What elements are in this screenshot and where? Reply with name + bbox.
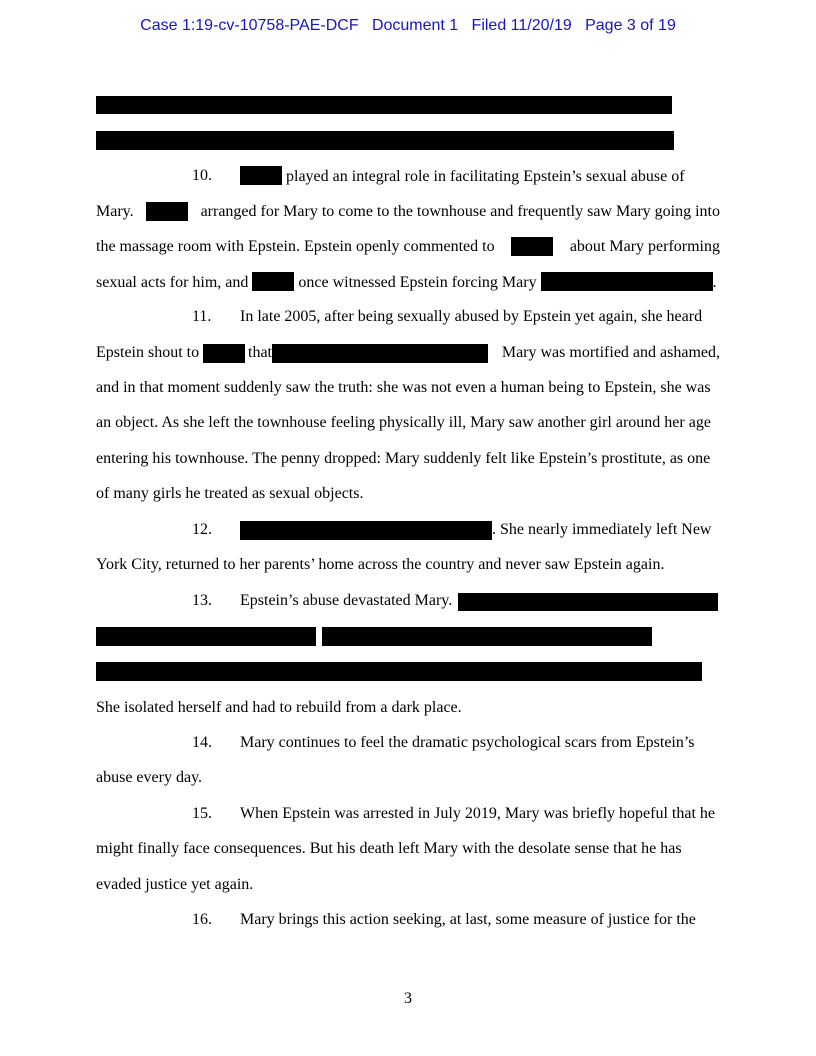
redaction-bar [511, 237, 553, 256]
paragraph-text: once witnessed Epstein forcing Mary [298, 274, 537, 291]
paragraph-number: 16. [192, 911, 212, 928]
redaction-bar [240, 166, 282, 185]
paragraph-text: arranged for Mary to come to the townhouse and frequently saw Mary going into [200, 203, 720, 220]
paragraph-text: sexual acts for him, and [96, 274, 249, 291]
paragraph-text: about Mary performing [569, 238, 720, 255]
paragraph-text: an object. As she left the townhouse feeling physically ill, Mary saw another girl around her age [96, 414, 711, 431]
paragraph-text: She isolated herself and had to rebuild from a dark place. [96, 699, 462, 716]
filed-date: Filed 11/20/19 [471, 17, 572, 34]
case-header [0, 17, 816, 35]
redaction-bar [541, 272, 713, 291]
paragraph-text: abuse every day. [96, 769, 203, 786]
paragraph-text: Mary. [96, 203, 134, 220]
paragraph-text: . [712, 274, 717, 291]
paragraph-number: 14. [192, 734, 212, 751]
case-number: Case 1:19-cv-10758-PAE-DCF [140, 17, 359, 34]
paragraph-text: Epstein shout to [96, 344, 200, 361]
paragraph-text: Mary continues to feel the dramatic psychological scars from Epstein’s [240, 734, 695, 751]
redaction-bar [146, 202, 188, 221]
paragraph-text: evaded justice yet again. [96, 876, 254, 893]
paragraph-text: Epstein’s abuse devastated Mary. [240, 592, 453, 609]
paragraph-number: 15. [192, 805, 212, 822]
paragraph-text: In late 2005, after being sexually abused by Epstein yet again, she heard [240, 308, 703, 325]
paragraph-text: Mary was mortified and ashamed, [501, 344, 720, 361]
redaction-bar [272, 344, 488, 363]
redaction-bar [252, 272, 294, 291]
paragraph-number: 11. [192, 308, 212, 325]
paragraph-number: 13. [192, 592, 212, 609]
redaction-bar [96, 131, 674, 150]
page-number: 3 [404, 990, 412, 1007]
redaction-bar [96, 662, 702, 681]
paragraph-number: 12. [192, 521, 212, 538]
redaction-bar [96, 627, 316, 646]
paragraph-text: York City, returned to her parents’ home across the country and never saw Epstein again. [96, 556, 665, 573]
paragraph-text: entering his townhouse. The penny dropped: Mary suddenly felt like Epstein’s prostitute, as one [96, 450, 711, 467]
paragraph-text: the massage room with Epstein. Epstein openly commented to [96, 238, 495, 255]
redaction-bar [96, 96, 672, 114]
paragraph-text: and in that moment suddenly saw the truth: she was not even a human being to Epstein, she was [96, 379, 711, 396]
redaction-bar [458, 593, 718, 611]
page-of-pages: Page 3 of 19 [585, 17, 676, 34]
paragraph-text: Mary brings this action seeking, at last, some measure of justice for the [240, 911, 696, 928]
paragraph-text: that [248, 344, 272, 361]
redaction-bar [240, 521, 492, 540]
paragraph-text: might finally face consequences. But his death left Mary with the desolate sense that he has [96, 840, 682, 857]
paragraph-number: 10. [192, 167, 212, 184]
paragraph-text: When Epstein was arrested in July 2019, Mary was briefly hopeful that he [240, 805, 715, 822]
redaction-bar [203, 344, 245, 363]
paragraph-text: . She nearly immediately left New [492, 521, 712, 538]
paragraph-text: played an integral role in facilitating Epstein’s sexual abuse of [286, 168, 685, 185]
document-number: Document 1 [371, 17, 459, 34]
redaction-bar [322, 627, 652, 646]
paragraph-text: of many girls he treated as sexual objects. [96, 485, 364, 502]
